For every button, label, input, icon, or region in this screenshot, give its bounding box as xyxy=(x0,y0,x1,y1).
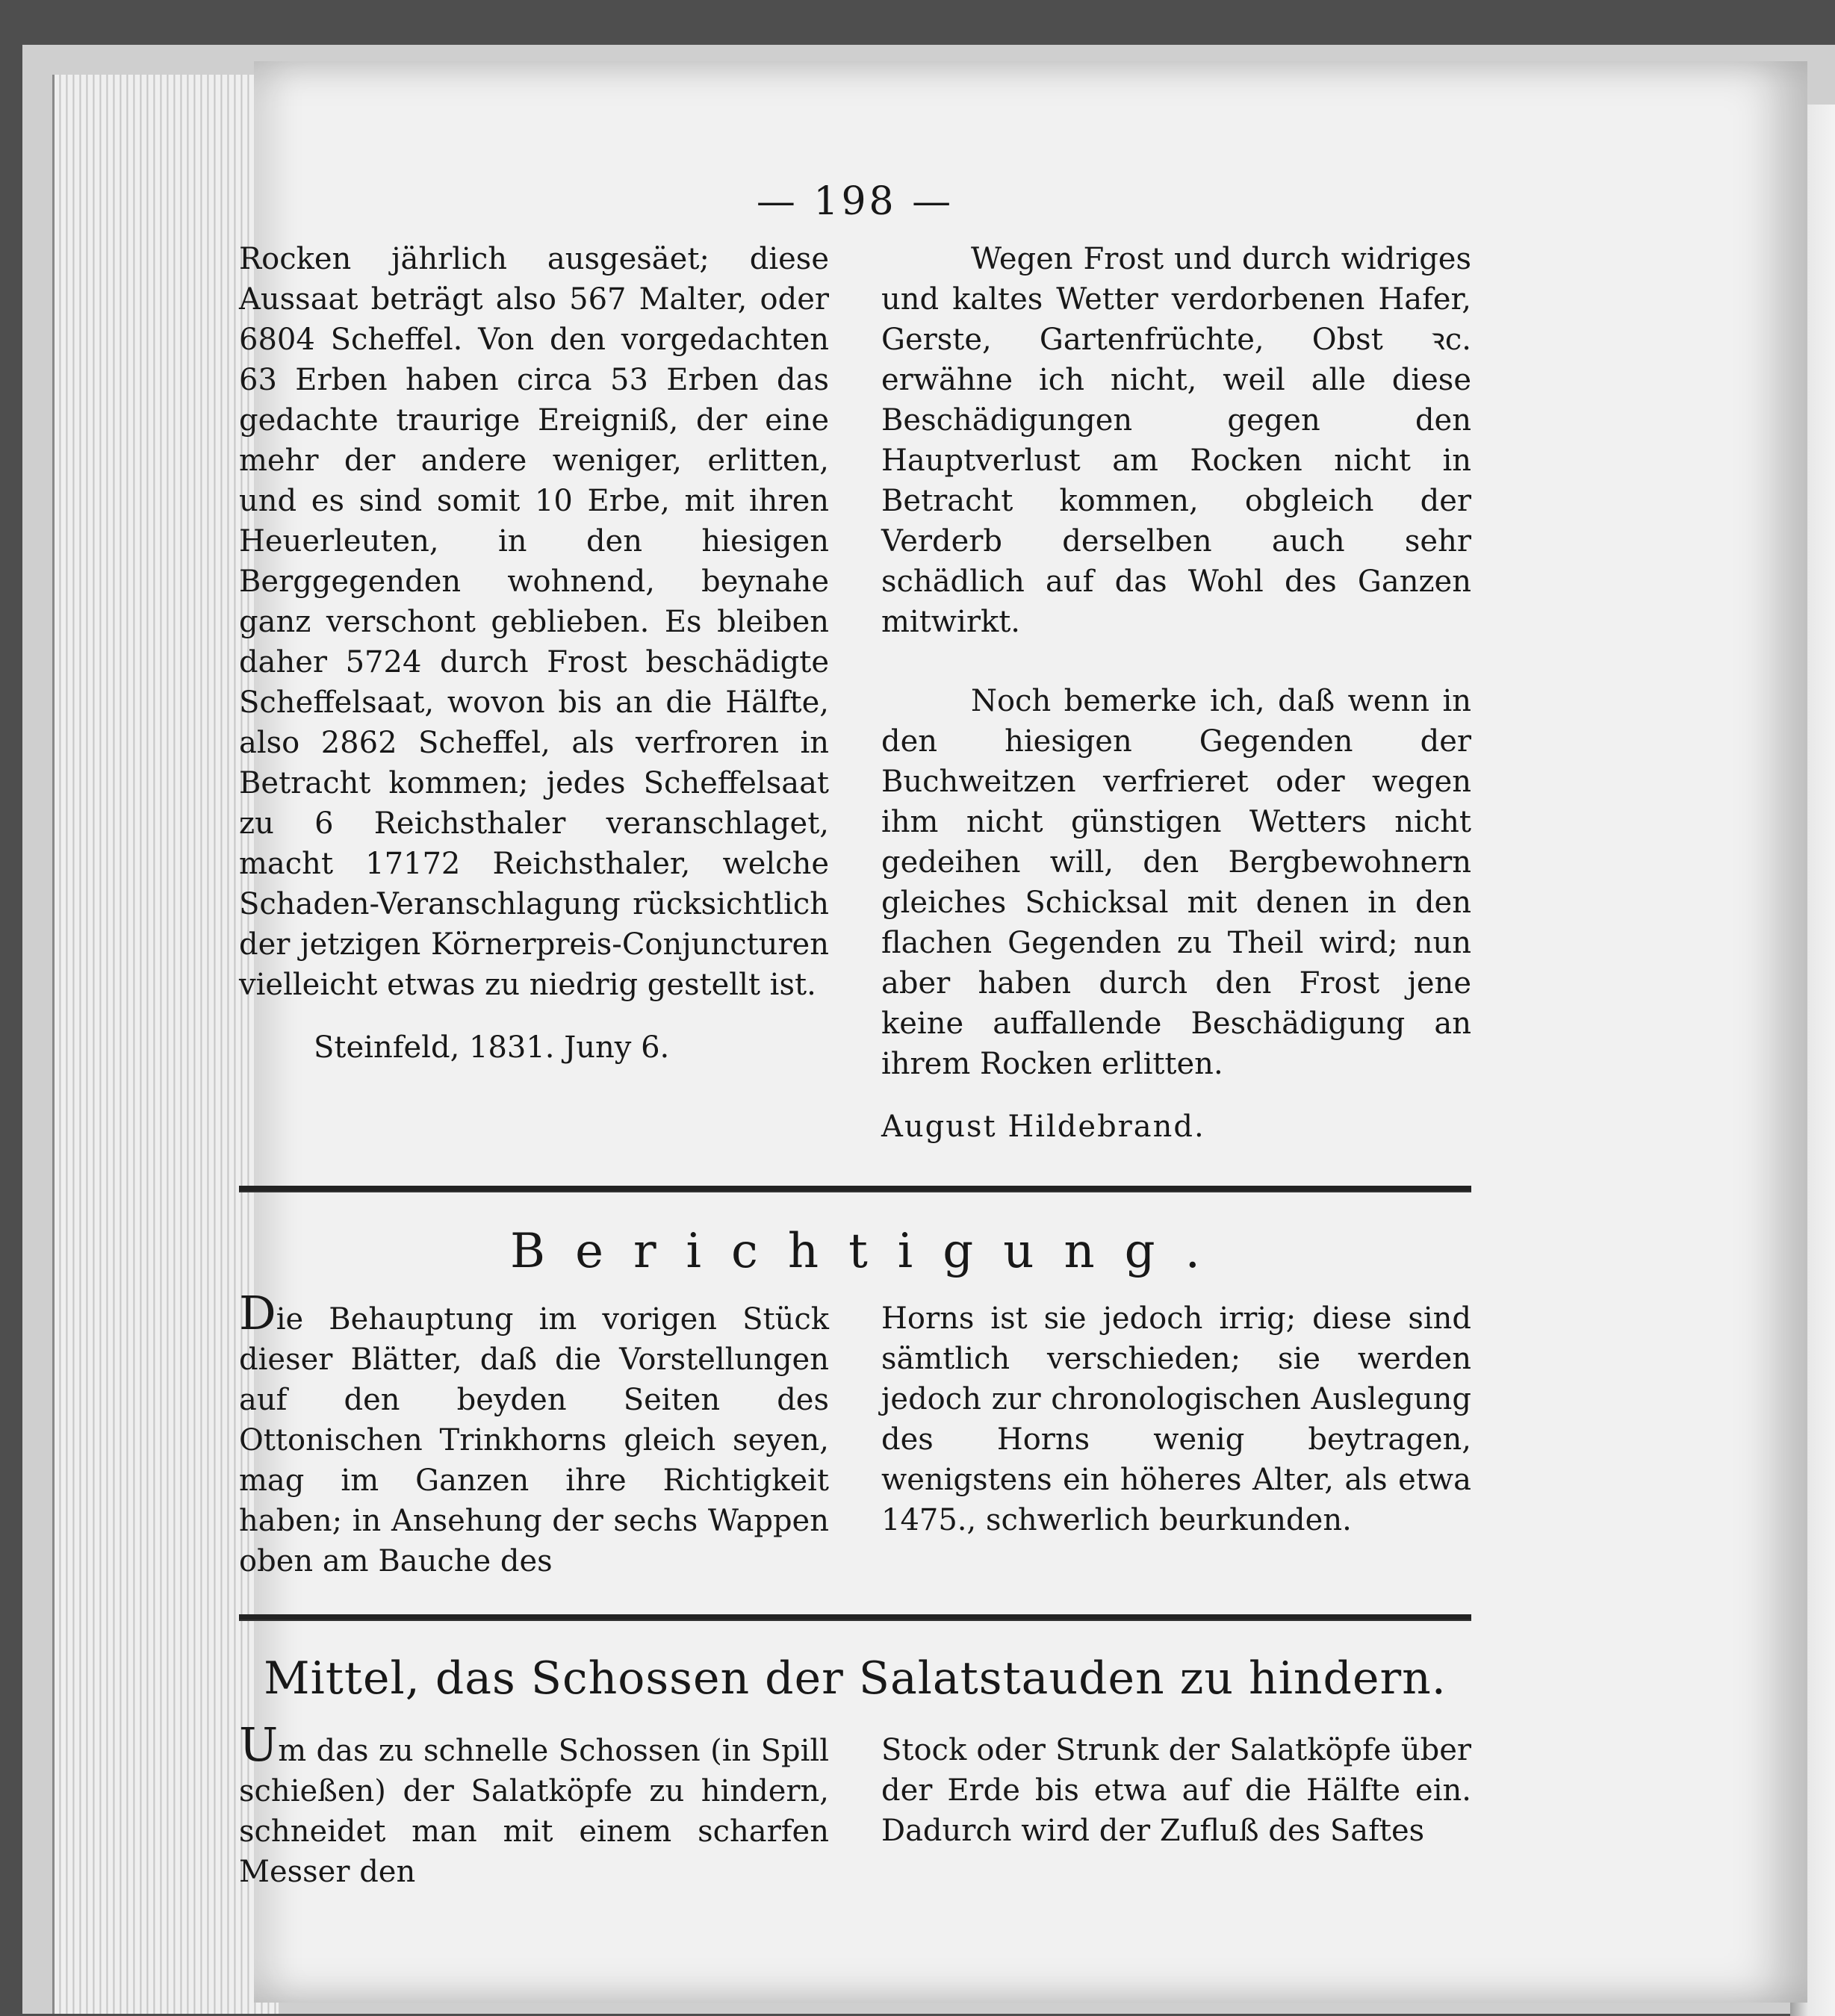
dateline: Steinfeld, 1831. Juny 6. xyxy=(314,1030,670,1065)
correction-text-right: Horns ist sie jedoch irrig; diese sind sämtlich verschieden; sie werden jedoch zur chronologischen Auslegung des Horns wenig beytragen, wenigstens ein höheres Alter, als etwa 1475., schwerlich beurkunden. xyxy=(881,1301,1471,1537)
section-divider xyxy=(239,1614,1471,1621)
buckwheat-paragraph: Noch bemerke ich, daß wenn in den hiesigen Gegenden der Buchweitzen verfrieret oder wegen ihm nicht günstigen Wetters nicht gedeihen will, den Bergbewohnern gleiches Schicksal mit denen in den flachen Gegenden zu Theil wird; nun aber haben durch den Frost jene keine auffallende Beschädigung an ihrem Rocken erlitten. xyxy=(881,684,1471,1081)
frost-damage-paragraph: Wegen Frost und durch widriges und kaltes Wetter verdorbenen Hafer, Gerste, Gartenfrüchte, Obst ꝛc. erwähne ich nicht, weil alle diese Beschädigungen gegen den Hauptverlust am Rocken nicht in Betracht kommen, obgleich der Verderb derselben auch sehr schädlich auf das Wohl des Ganzen mitwirkt. xyxy=(881,242,1471,639)
right-column xyxy=(881,239,1471,1147)
correction-left-column xyxy=(239,1286,829,1581)
author-signature: August Hildebrand. xyxy=(881,1110,1205,1144)
section-divider xyxy=(239,1186,1471,1192)
salad-right-column xyxy=(881,1730,1471,1892)
harvest-report-paragraph: Rocken jährlich ausgesäet; diese Aussaat beträgt also 567 Malter, oder 6804 Scheffel. Von den vorgedachten 63 Erben haben circa 53 Erben das gedachte traurige Ereigniß, der eine mehr der andere weniger, erlitten, und es sind somit 10 Erbe, mit ihren Heuerleuten, in den hiesigen Berggegenden wohnend, beynahe ganz verschont geblieben. Es bleiben daher 5724 durch Frost beschädigte Scheffelsaat, wovon bis an die Hälfte, also 2862 Scheffel, als verfroren in Betracht kommen; jedes Scheffelsaat zu 6 Reichsthaler veranschlaget, macht 17172 Reichsthaler, welche Schaden-Veranschlagung rücksichtlich der jetzigen Körnerpreis-Conjuncturen vielleicht etwas zu niedrig gestellt ist. xyxy=(239,242,829,1002)
correction-heading: Berichtigung. xyxy=(510,1224,1230,1279)
salad-article-heading: Mittel, das Schossen der Salatstauden zu hindern. xyxy=(264,1652,1447,1705)
salad-text-right: Stock oder Strunk der Salatköpfe über der Erde bis etwa auf die Hälfte ein. Dadurch wird der Zufluß des Saftes xyxy=(881,1733,1471,1848)
top-columns xyxy=(239,239,1471,1147)
correction-text-left: Die Behauptung im vorigen Stück dieser Blätter, daß die Vorstellungen auf den beyden Seiten des Ottonischen Trinkhorns gleich seyen, mag im Ganzen ihre Richtigkeit haben; in Ansehung der sechs Wappen oben am Bauche des xyxy=(239,1286,829,1578)
salad-left-column xyxy=(239,1717,829,1892)
page-number: — 198 — xyxy=(756,179,954,224)
salad-columns xyxy=(239,1717,1471,1892)
correction-right-column xyxy=(881,1298,1471,1581)
page-content xyxy=(239,179,1471,1892)
salad-text-left: Um das zu schnelle Schossen (in Spill schießen) der Salatköpfe zu hindern, schneidet man mit einem scharfen Messer den xyxy=(239,1717,829,1889)
left-column xyxy=(239,239,829,1147)
correction-columns xyxy=(239,1286,1471,1581)
